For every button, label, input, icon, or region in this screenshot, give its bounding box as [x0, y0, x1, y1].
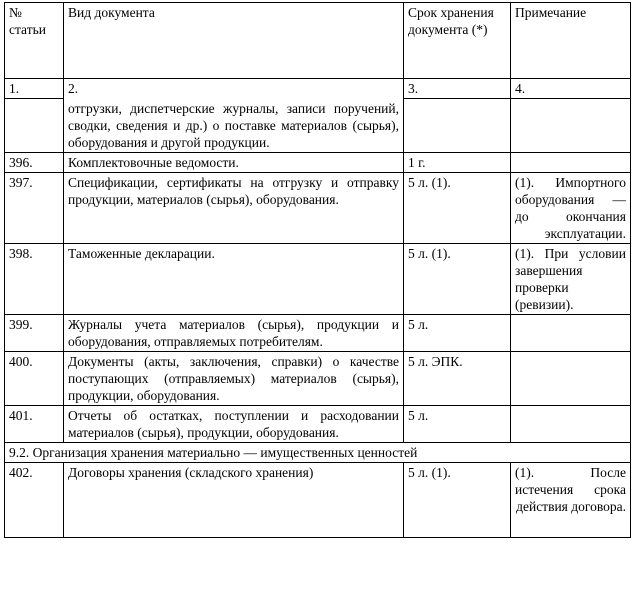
header-row — [5, 3, 631, 79]
row-term: 5 л. — [404, 314, 511, 351]
continuation-text: отгрузки, диспетчерские журналы, записи поручений, сводки, сведения и др.) о поставке материалов (сырья), оборудования и другой продукции. — [64, 99, 404, 153]
row-num: 399. — [5, 314, 64, 351]
row-num: 401. — [5, 405, 64, 442]
row-num: 402. — [5, 462, 64, 537]
header-term: Срок хранения документа (*) — [404, 3, 511, 79]
row-term: 5 л. (1). — [404, 462, 511, 537]
row-term: 5 л. ЭПК. — [404, 351, 511, 405]
row-type: Договоры хранения (складского хранения) — [64, 462, 404, 537]
column-numbers-row — [5, 79, 631, 99]
section-row — [5, 442, 631, 462]
row-type: Таможенные декларации. — [64, 243, 404, 314]
row-note — [511, 351, 631, 405]
table-row — [5, 172, 631, 243]
row-term: 5 л. (1). — [404, 243, 511, 314]
row-num: 397. — [5, 172, 64, 243]
row-num: 398. — [5, 243, 64, 314]
row-term: 5 л. — [404, 405, 511, 442]
col-number-1: 1. — [5, 79, 64, 99]
table-cell — [5, 99, 64, 153]
row-note: (1). При условии завершения проверки (ревизии). — [511, 243, 631, 314]
row-type: Журналы учета материалов (сырья), продукции и оборудования, отправляемых потребителям. — [64, 314, 404, 351]
row-num: 396. — [5, 152, 64, 172]
table-row — [5, 152, 631, 172]
row-term: 5 л. (1). — [404, 172, 511, 243]
row-type: Комплектовочные ведомости. — [64, 152, 404, 172]
table-row — [5, 462, 631, 537]
header-type: Вид документа — [64, 3, 404, 79]
section-heading: 9.2. Организация хранения материально — имущественных ценностей — [5, 442, 631, 462]
col-number-4: 4. — [511, 79, 631, 99]
table-cell — [404, 99, 511, 153]
col-number-3: 3. — [404, 79, 511, 99]
row-type: Спецификации, сертификаты на отгрузку и отправку продукции, материалов (сырья), оборудования. — [64, 172, 404, 243]
retention-table — [4, 2, 631, 538]
row-note: (1). После истечения срока действия договора. — [511, 462, 631, 537]
row-note: (1). Импортного оборудования — до окончания эксплуатации. — [511, 172, 631, 243]
table-cell — [511, 99, 631, 153]
table-row — [5, 314, 631, 351]
row-note — [511, 152, 631, 172]
continuation-row — [5, 99, 631, 153]
row-note — [511, 405, 631, 442]
col-number-2: 2. — [64, 79, 404, 99]
table-row — [5, 351, 631, 405]
row-num: 400. — [5, 351, 64, 405]
row-type: Документы (акты, заключения, справки) о качестве поступающих (отправляемых) материалов (сырья), продукции, оборудования. — [64, 351, 404, 405]
row-term: 1 г. — [404, 152, 511, 172]
table-row — [5, 405, 631, 442]
header-num: № статьи — [5, 3, 64, 79]
table-row — [5, 243, 631, 314]
header-note: Примечание — [511, 3, 631, 79]
row-type: Отчеты об остатках, поступлении и расходовании материалов (сырья), продукции, оборудования. — [64, 405, 404, 442]
row-note — [511, 314, 631, 351]
